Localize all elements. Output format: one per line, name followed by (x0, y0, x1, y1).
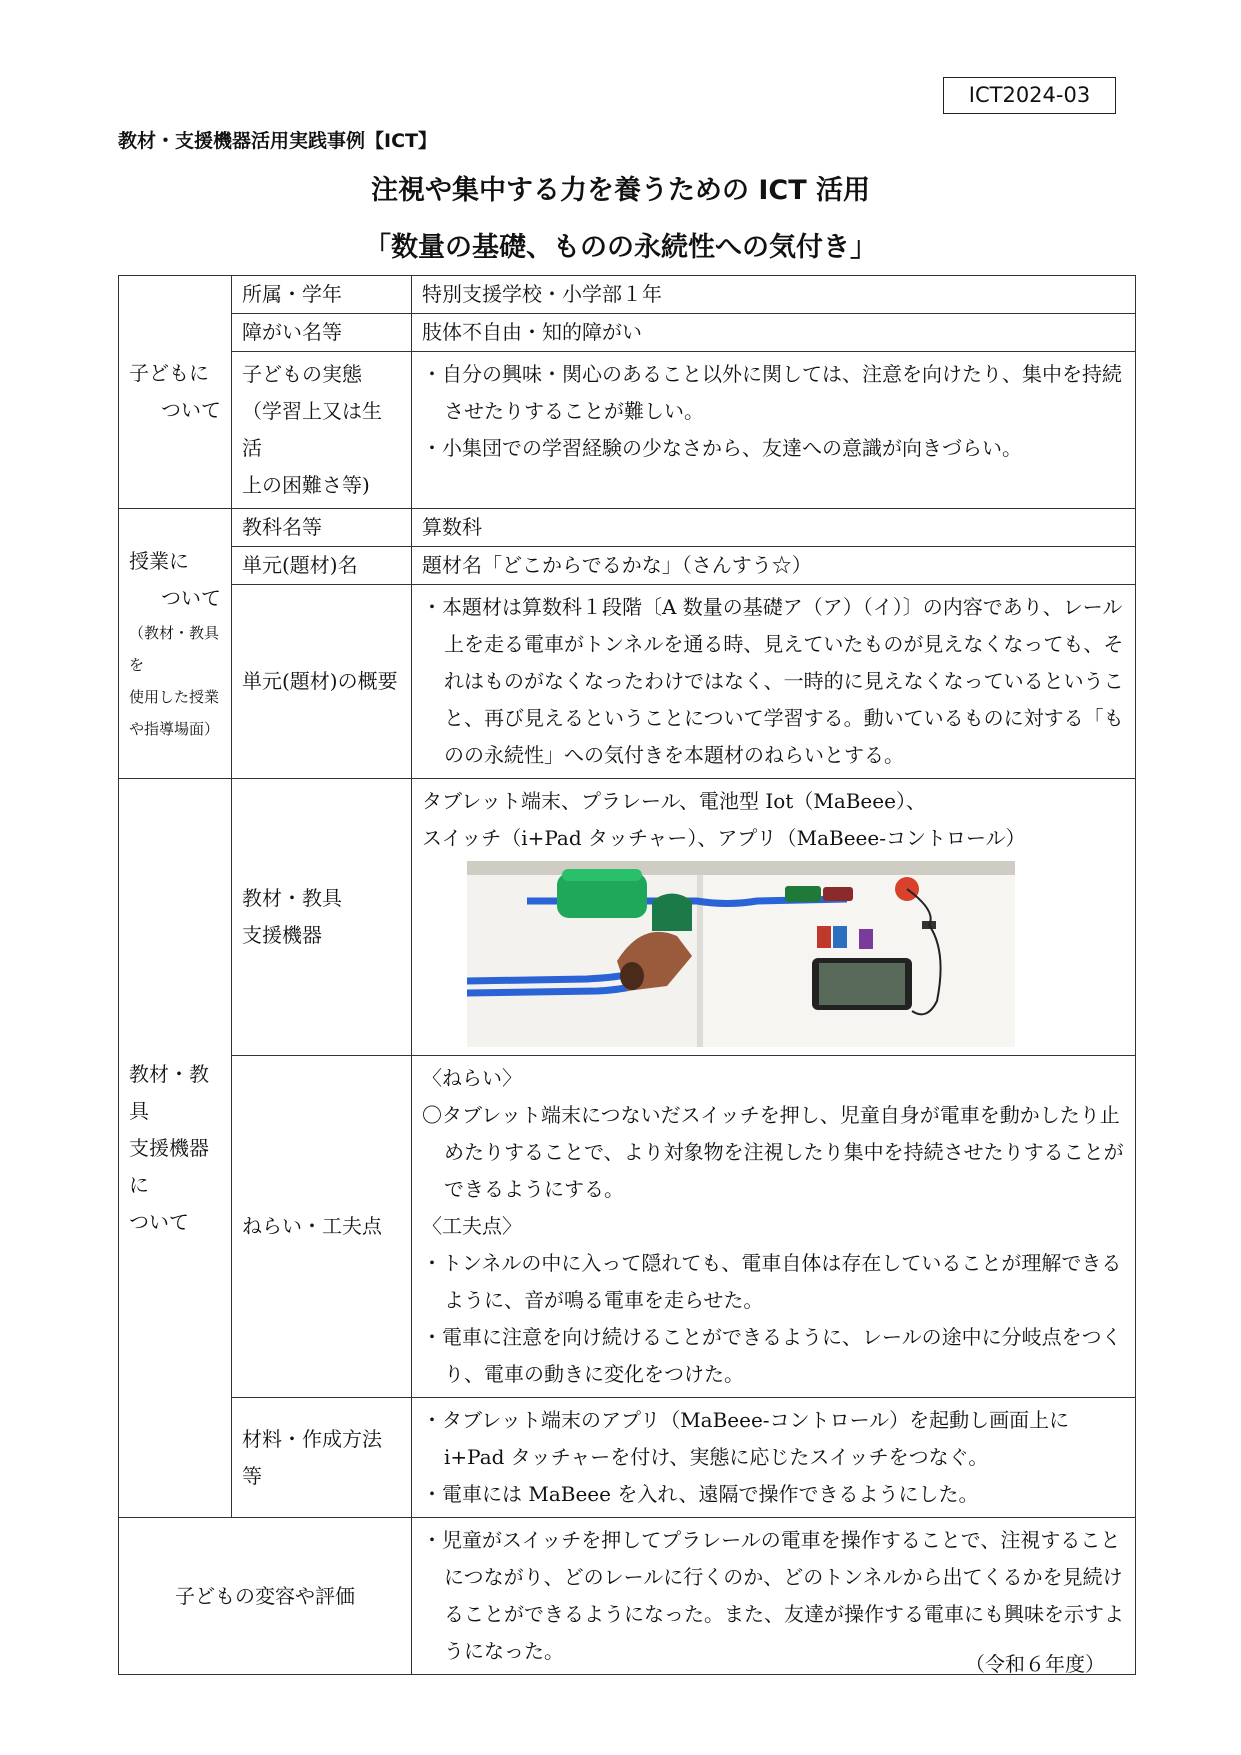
tools-label-cell (232, 779, 412, 1056)
overview-label: 単元(題材)の概要 (232, 585, 412, 779)
green-tunnel-small (652, 894, 692, 932)
unit-label: 単元(題材)名 (232, 547, 412, 585)
subject-label: 教科名等 (232, 509, 412, 547)
child-group-line1: 子どもに (129, 361, 209, 385)
child-group-line2: ついて (161, 398, 221, 422)
train-green (785, 886, 821, 902)
method-cell (412, 1398, 1136, 1518)
disability-value: 肢体不自由・知的障がい (412, 314, 1136, 352)
affiliation-value: 特別支援学校・小学部１年 (412, 276, 1136, 314)
train-setup-illustration (467, 861, 1015, 1047)
materials-group-line2: 支援機器に (129, 1135, 209, 1197)
status-item: ・自分の興味・関心のあること以外に関しては、注意を向けたり、集中を持続させたりすることが難しい。 (422, 362, 1122, 423)
status-item: ・小集団での学習経験の少なさから、友達への意識が向きづらい。 (422, 436, 1022, 460)
aim-cell (412, 1056, 1136, 1398)
status-label-1: 子どもの実態 (242, 362, 362, 386)
lesson-group-line2: ついて (161, 585, 221, 610)
train-setup-photo (467, 861, 1015, 1047)
method-label: 材料・作成方法等 (232, 1398, 412, 1518)
aim-heading: 〈ねらい〉 (422, 1066, 522, 1090)
method-item: ・電車には MaBeee を入れ、遠隔で操作できるようにした。 (422, 1482, 979, 1506)
materials-group-line3: ついて (129, 1209, 189, 1234)
overview-cell (412, 585, 1136, 779)
case-table (118, 275, 1136, 1675)
overview-text: ・本題材は算数科１段階〔A 数量の基礎ア（ア）（イ）〕の内容であり、レール上を走る電車がトンネルを通る時、見えていたものが見えなくなっても、それはものがなくなったわけではなく、一時的に見えなくなっているということ、再び見えるということについて学習する。動いているものに対する「ものの永続性」への気付きを本題材のねらいとする。 (422, 595, 1124, 767)
category-heading: 教材・支援機器活用実践事例【ICT】 (118, 130, 437, 152)
subject-value: 算数科 (412, 509, 1136, 547)
tools-line-2: スイッチ（i+Pad タッチャー）、アプリ（MaBeee-コントロール） (422, 826, 1026, 850)
affiliation-label: 所属・学年 (232, 276, 412, 314)
tools-label-1: 教材・教具 (242, 886, 342, 910)
idea-heading: 〈工夫点〉 (422, 1214, 522, 1238)
status-label-2: （学習上又は生活 (242, 399, 382, 460)
title-line-1: 注視や集中する力を養うための ICT 活用 (370, 175, 871, 206)
idea-item: ・電車に注意を向け続けることができるように、レールの途中に分岐点をつくり、電車の動きに変化をつけた。 (422, 1325, 1122, 1386)
tools-label-2: 支援機器 (242, 923, 322, 947)
fiscal-year-footer: （令和６年度） (965, 1652, 1105, 1676)
train-red (823, 887, 853, 901)
materials-group-cell (119, 779, 232, 1518)
status-label-cell (232, 352, 412, 509)
tools-cell (412, 779, 1136, 1056)
lesson-group-note-1: （教材・教具を (129, 623, 220, 674)
aim-label: ねらい・工夫点 (232, 1056, 412, 1398)
aim-item: 〇タブレット端末につないだスイッチを押し、児童自身が電車を動かしたり止めたりすることで、より対象物を注視したり集中を持続させたりすることができるようにする。 (422, 1103, 1124, 1201)
evaluation-text: ・児童がスイッチを押してプラレールの電車を操作することで、注視することにつながり、どのレールに行くのか、どのトンネルから出てくるかを見続けることができるようになった。また、友達が操作する電車にも興味を示すようになった。 (422, 1528, 1124, 1663)
lesson-group-line1: 授業に (129, 548, 189, 573)
status-value-cell (412, 352, 1136, 509)
tools-line-1: タブレット端末、プラレール、電池型 Iot（MaBeee）、 (422, 789, 926, 813)
evaluation-label: 子どもの変容や評価 (119, 1518, 412, 1675)
idea-item: ・トンネルの中に入って隠れても、電車自体は存在していることが理解できるように、音が鳴る電車を走らせた。 (422, 1251, 1122, 1312)
disability-label: 障がい名等 (232, 314, 412, 352)
child-group-cell (119, 276, 232, 509)
status-label-3: 上の困難さ等) (242, 473, 370, 497)
document-code: ICT2024-03 (943, 77, 1116, 114)
lesson-group-note-3: や指導場面） (129, 719, 220, 738)
unit-value: 題材名「どこからでるかな」（さんすう☆） (412, 547, 1136, 585)
lesson-group-cell (119, 509, 232, 779)
lesson-group-note-2: 使用した授業 (129, 687, 220, 706)
title-line-2: 「数量の基礎、ものの永続性への気付き」 (364, 232, 877, 263)
materials-group-line1: 教材・教具 (129, 1061, 209, 1123)
method-item: ・タブレット端末のアプリ（MaBeee-コントロール）を起動し画面上に i+Pad タッチャーを付け、実態に応じたスイッチをつなぐ。 (422, 1408, 1070, 1469)
